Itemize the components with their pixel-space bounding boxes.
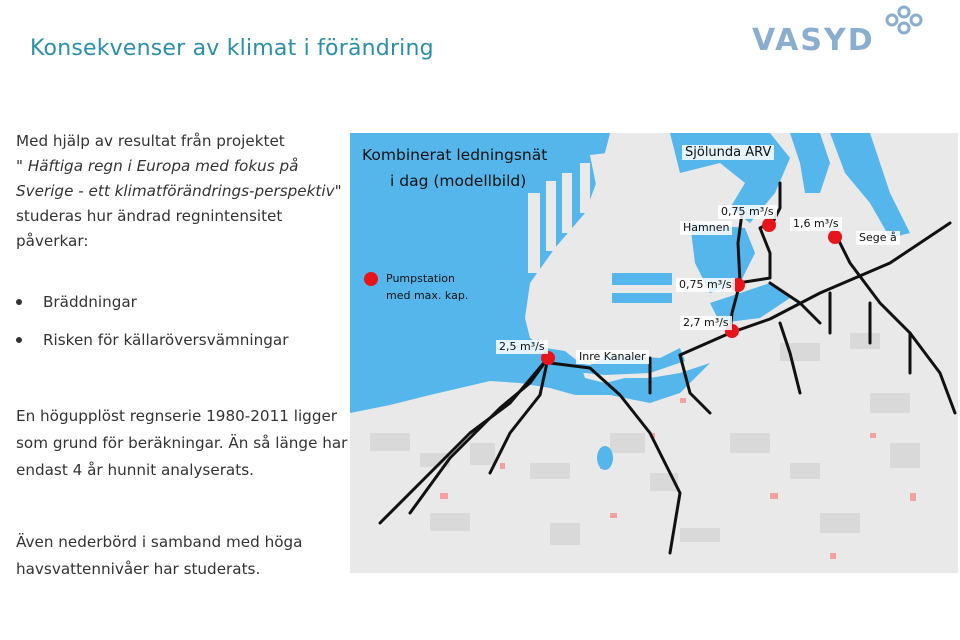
map-caption-line2: i dag (modellbild) (390, 172, 527, 190)
pump-label-mid: 0,75 m³/s (676, 278, 735, 292)
sea-level-text: Även nederbörd i samband med höga havsvattennivåer har studerats. (16, 533, 303, 578)
bullet-dot (16, 337, 22, 343)
pump-label-sege: 1,6 m³/s (790, 217, 842, 231)
pump-label-hamnen: 0,75 m³/s (718, 205, 777, 219)
rain-series-text: En högupplöst regnserie 1980-2011 ligger som grund för beräkningar. Än så länge har endast 4 år hunnit analyserats. (16, 407, 348, 479)
slide-title: Konsekvenser av klimat i förändring (30, 36, 434, 61)
bullet-item: Risken för källaröversvämningar (16, 330, 288, 350)
bullet-item: Bräddningar (16, 292, 288, 312)
project-title: " Häftiga regn i Europa med fokus på Sverige - ett klimatförändrings-perspektiv" (16, 157, 342, 200)
pump-station-sege (828, 230, 842, 244)
network-map (350, 133, 958, 573)
park-pond (597, 446, 613, 470)
legend-line1: Pumpstation (386, 272, 455, 285)
pump-label-west: 2,5 m³/s (496, 340, 548, 354)
vasyd-logo (750, 0, 950, 60)
map-graphic (350, 133, 958, 573)
place-label-inre-kanaler: Inre Kanaler (576, 350, 649, 364)
map-caption-line1: Kombinerat ledningsnät (362, 146, 548, 164)
place-label-hamnen: Hamnen (680, 221, 732, 235)
intro-line1: Med hjälp av resultat från projektet (16, 132, 285, 150)
logo-text: VASYD (752, 23, 875, 58)
intro-rest: studeras hur ändrad regnintensitet påverkar: (16, 207, 283, 250)
place-label-sjolunda: Sjölunda ARV (682, 145, 774, 160)
place-label-sege: Sege å (856, 231, 900, 245)
legend-pump-symbol (364, 272, 378, 286)
pump-station-hamnen (762, 218, 776, 232)
bullet-dot (16, 299, 22, 305)
bullet-list (16, 292, 288, 368)
intro-text (16, 129, 346, 254)
pump-label-east: 2,7 m³/s (680, 316, 732, 330)
legend-line2: med max. kap. (386, 289, 469, 302)
